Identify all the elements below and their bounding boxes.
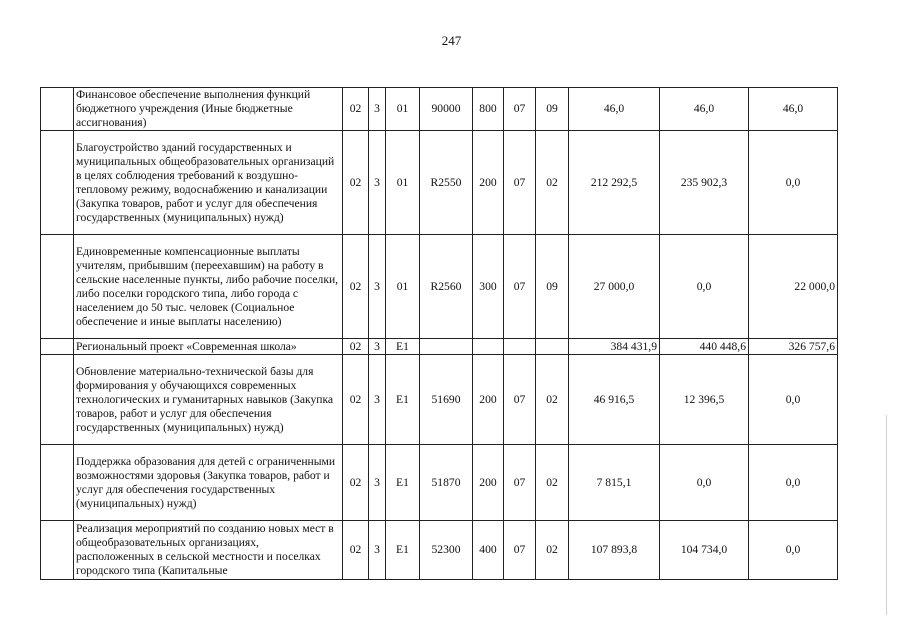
value-cell: 107 893,8 [569,521,660,580]
row-name: Поддержка образования для детей с ограниченными возможностями здоровья (Закупка товаров, работ и услуг для обеспечения государственных (муниципальных) нужд) [74,445,343,521]
table-row [41,131,838,235]
code-cell: Е1 [386,521,420,580]
value-cell: 22 000,0 [749,235,838,339]
value-cell: 326 757,6 [749,339,838,355]
code-cell: 3 [369,131,386,235]
margin-cell [41,88,74,131]
code-cell: 3 [369,445,386,521]
code-cell: 02 [343,339,369,355]
value-cell: 0,0 [660,445,749,521]
code-cell: 3 [369,355,386,445]
code-cell: 07 [504,235,536,339]
value-cell: 212 292,5 [569,131,660,235]
code-cell: R2550 [420,131,473,235]
code-cell: Е1 [386,355,420,445]
row-name: Единовременные компенсационные выплаты учителям, прибывшим (переехавшим) на работу в сельские населенные пункты, либо рабочие поселки, либо поселки городского типа, либо города с населением до 50 тыс. человек (Социальное обеспечение и иные выплаты населению) [74,235,343,339]
value-cell: 0,0 [749,445,838,521]
code-cell: 09 [536,235,569,339]
value-cell: 440 448,6 [660,339,749,355]
value-cell: 235 902,3 [660,131,749,235]
margin-cell [41,521,74,580]
table-row [41,445,838,521]
value-cell: 0,0 [749,521,838,580]
code-cell [504,339,536,355]
table-row [41,521,838,580]
code-cell [536,339,569,355]
code-cell: 3 [369,235,386,339]
row-name: Финансовое обеспечение выполнения функций бюджетного учреждения (Иные бюджетные ассигнования) [74,88,343,131]
code-cell: 02 [343,445,369,521]
row-name: Региональный проект «Современная школа» [74,339,343,355]
value-cell: 104 734,0 [660,521,749,580]
budget-table [40,87,838,580]
row-name: Благоустройство зданий государственных и муниципальных общеобразовательных организаций в целях соблюдения требований к воздушно-тепловому режиму, водоснабжению и канализации (Закупка товаров, работ и услуг для обеспечения государственных (муниципальных) нужд) [74,131,343,235]
value-cell: 384 431,9 [569,339,660,355]
table-row [41,88,838,131]
row-name: Реализация мероприятий по созданию новых мест в общеобразовательных организациях, расположенных в сельской местности и поселках городского типа (Капитальные [74,521,343,580]
code-cell: 200 [473,445,504,521]
table-row [41,355,838,445]
row-name: Обновление материально-технической базы для формирования у обучающихся современных технологических и гуманитарных навыков (Закупка товаров, работ и услуг для обеспечения государственных (муниципальных) нужд) [74,355,343,445]
code-cell: 51870 [420,445,473,521]
code-cell: 02 [536,131,569,235]
margin-cell [41,445,74,521]
code-cell: 07 [504,88,536,131]
value-cell: 27 000,0 [569,235,660,339]
value-cell: 12 396,5 [660,355,749,445]
code-cell: 800 [473,88,504,131]
value-cell: 46,0 [749,88,838,131]
code-cell: 52300 [420,521,473,580]
code-cell: 200 [473,131,504,235]
margin-cell [41,355,74,445]
margin-cell [41,339,74,355]
code-cell: 02 [343,88,369,131]
code-cell: 02 [536,521,569,580]
value-cell: 0,0 [749,131,838,235]
code-cell: 01 [386,88,420,131]
code-cell: 01 [386,131,420,235]
code-cell [473,339,504,355]
margin-cell [41,131,74,235]
code-cell: 07 [504,131,536,235]
code-cell: Е1 [386,445,420,521]
value-cell: 0,0 [749,355,838,445]
value-cell: 0,0 [660,235,749,339]
code-cell: 300 [473,235,504,339]
value-cell: 46 916,5 [569,355,660,445]
page-number: 247 [441,33,462,48]
margin-cell [41,235,74,339]
code-cell: 02 [343,131,369,235]
code-cell: 3 [369,339,386,355]
value-cell: 46,0 [569,88,660,131]
code-cell: Е1 [386,339,420,355]
code-cell: 02 [536,355,569,445]
code-cell: 02 [536,445,569,521]
code-cell: 07 [504,355,536,445]
scan-edge-line [886,415,887,615]
code-cell: 400 [473,521,504,580]
code-cell: R2560 [420,235,473,339]
table-row [41,339,838,355]
code-cell: 51690 [420,355,473,445]
table-row [41,235,838,339]
value-cell: 46,0 [660,88,749,131]
code-cell: 02 [343,355,369,445]
code-cell: 02 [343,521,369,580]
value-cell: 7 815,1 [569,445,660,521]
code-cell: 02 [343,235,369,339]
code-cell: 90000 [420,88,473,131]
code-cell [420,339,473,355]
code-cell: 200 [473,355,504,445]
code-cell: 09 [536,88,569,131]
code-cell: 07 [504,445,536,521]
code-cell: 07 [504,521,536,580]
code-cell: 3 [369,88,386,131]
code-cell: 01 [386,235,420,339]
code-cell: 3 [369,521,386,580]
